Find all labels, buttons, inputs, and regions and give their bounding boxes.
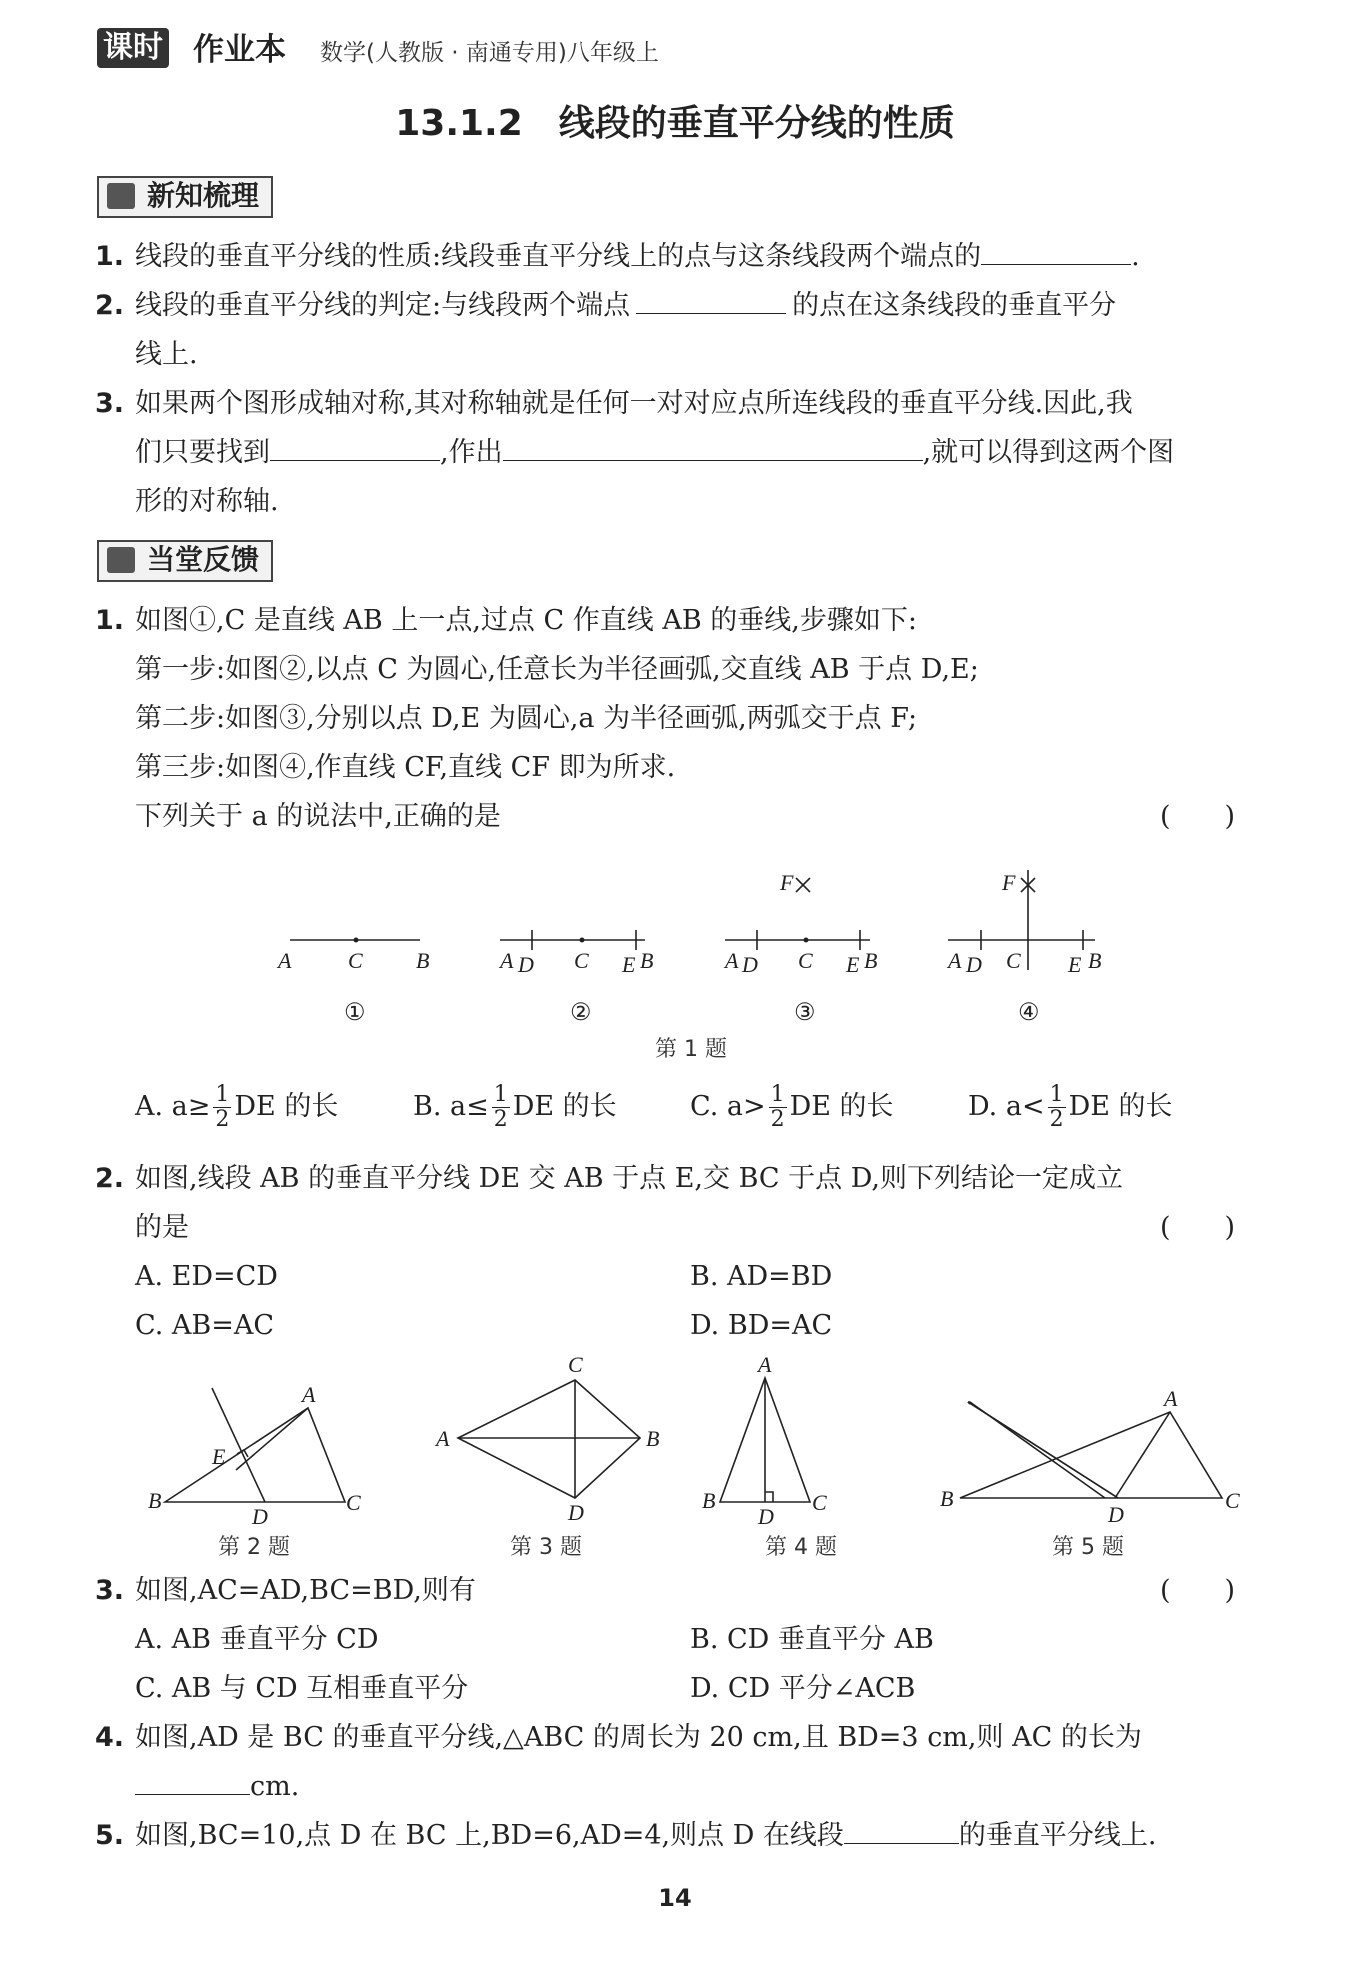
option-d[interactable]: D. CD 平分∠ACB [690, 1673, 916, 1704]
page-number: 14 [658, 1884, 692, 1912]
question-1-figures [270, 850, 1120, 1030]
svg-text:A: A [436, 1426, 450, 1451]
logo: 课时 [97, 28, 169, 68]
svg-text:D: D [568, 1500, 584, 1525]
question-5: 5. 如图,BC=10,点 D 在 BC 上,BD=6,AD=4,则点 D 在线段 的垂直平分线上. [95, 1820, 1157, 1851]
svg-text:D: D [758, 1504, 774, 1529]
svg-text:B: B [864, 948, 878, 973]
svg-text:C: C [798, 948, 813, 973]
page-title: 13.1.2 线段的垂直平分线的性质 [395, 103, 955, 144]
option-d[interactable]: D. a< $\frac{1}{2}$ DE 的长 [968, 1082, 1173, 1132]
knowledge-item-3-cont: 们只要找到 ,作出 ,就可以得到这两个图 [135, 437, 1175, 468]
figure-caption-q5: 第 5 题 [1052, 1535, 1124, 1560]
section-label: 当堂反馈 [147, 543, 260, 576]
question-4: 4. 如图,AD 是 BC 的垂直平分线,△ABC 的周长为 20 cm,且 BD=3 cm,则 AC 的长为 [95, 1722, 1142, 1753]
option-b[interactable]: B. a≤ $\frac{1}{2}$ DE 的长 [413, 1082, 617, 1132]
answer-blank[interactable] [270, 436, 440, 461]
svg-text:A: A [278, 948, 292, 973]
knowledge-item-2: 2. 线段的垂直平分线的判定:与线段两个端点 的点在这条线段的垂直平分 [95, 290, 1117, 321]
svg-text:A: A [302, 1382, 316, 1407]
question-1-step2: 第二步:如图③,分别以点 D,E 为圆心,a 为半径画弧,两弧交于点 F; [135, 703, 918, 734]
answer-blank[interactable] [636, 289, 786, 314]
question-1-ask: 下列关于 a 的说法中,正确的是 [135, 801, 501, 832]
header [97, 28, 717, 72]
section-label: 新知梳理 [147, 179, 260, 212]
svg-text:C: C [346, 1490, 361, 1515]
svg-text:E: E [1068, 952, 1082, 977]
svg-text:B: B [640, 948, 654, 973]
svg-text:B: B [702, 1488, 716, 1513]
svg-text:E: E [846, 952, 860, 977]
svg-text:B: B [646, 1426, 660, 1451]
answer-blank[interactable] [503, 436, 923, 461]
svg-text:E: E [622, 952, 636, 977]
figure-caption-q4: 第 4 题 [765, 1535, 837, 1560]
svg-text:C: C [348, 948, 363, 973]
svg-text:F: F [1002, 870, 1016, 895]
svg-text:D: D [1108, 1502, 1124, 1527]
option-c[interactable]: C. AB=AC [135, 1310, 274, 1341]
svg-text:A: A [500, 948, 514, 973]
svg-text:D: D [966, 952, 982, 977]
option-a[interactable]: A. AB 垂直平分 CD [135, 1624, 379, 1655]
figure-label-3: ③ [794, 998, 816, 1026]
figure-caption-q3: 第 3 题 [510, 1535, 582, 1560]
svg-text:C: C [568, 1352, 583, 1377]
figure-q3 [434, 1352, 659, 1525]
svg-text:C: C [812, 1490, 827, 1515]
figure-label-1: ① [344, 998, 366, 1026]
svg-text:B: B [1088, 948, 1102, 973]
svg-text:C: C [574, 948, 589, 973]
svg-text:B: B [148, 1488, 162, 1513]
figure-q2 [148, 1382, 361, 1529]
knowledge-item-2-cont: 线上. [135, 339, 198, 370]
book-icon [107, 183, 135, 209]
svg-text:A: A [948, 948, 962, 973]
option-c[interactable]: C. AB 与 CD 互相垂直平分 [135, 1673, 469, 1704]
svg-text:A: A [758, 1352, 772, 1377]
figure-q5-triangle [940, 1390, 1240, 1530]
question-3: 3. 如图,AC=AD,BC=BD,则有 [95, 1575, 476, 1606]
svg-text:F: F [780, 870, 794, 895]
book-name: 作业本 [193, 32, 286, 68]
svg-text:D: D [742, 952, 758, 977]
svg-text:B: B [940, 1486, 954, 1511]
svg-text:A: A [1164, 1390, 1178, 1411]
figure-2 [498, 930, 653, 977]
answer-paren[interactable]: ( ) [1160, 1212, 1236, 1243]
question-1-step1: 第一步:如图②,以点 C 为圆心,任意长为半径画弧,交直线 AB 于点 D,E; [135, 654, 979, 685]
option-d[interactable]: D. BD=AC [690, 1310, 833, 1341]
knowledge-item-1: 1. 线段的垂直平分线的性质:线段垂直平分线上的点与这条线段两个端点的 . [95, 241, 1140, 272]
knowledge-item-3: 3. 如果两个图形成轴对称,其对称轴就是任何一对对应点所连线段的垂直平分线.因此,我 [95, 388, 1133, 419]
knowledge-item-3-cont2: 形的对称轴. [135, 486, 279, 517]
answer-blank[interactable] [844, 1819, 959, 1844]
option-c[interactable]: C. a> $\frac{1}{2}$ DE 的长 [690, 1082, 894, 1132]
figure-label-2: ② [570, 998, 592, 1026]
svg-text:C: C [1225, 1488, 1240, 1513]
svg-text:D: D [518, 952, 534, 977]
figure-q4 [702, 1352, 827, 1529]
book-subject: 数学(人教版 · 南通专用)八年级上 [320, 40, 659, 66]
figure-3 [723, 870, 877, 977]
section-header-new-knowledge [97, 176, 273, 218]
question-1: 1. 如图①,C 是直线 AB 上一点,过点 C 作直线 AB 的垂线,步骤如下: [95, 605, 917, 636]
svg-text:A: A [725, 948, 739, 973]
option-b[interactable]: B. CD 垂直平分 AB [690, 1624, 934, 1655]
section-header-feedback [97, 540, 273, 582]
figure-label-4: ④ [1018, 998, 1040, 1026]
option-a[interactable]: A. ED=CD [135, 1261, 278, 1292]
answer-blank[interactable] [135, 1770, 250, 1795]
pencil-icon [107, 547, 135, 573]
svg-text:B: B [416, 948, 430, 973]
question-1-step3: 第三步:如图④,作直线 CF,直线 CF 即为所求. [135, 752, 676, 783]
question-2-cont: 的是 [135, 1212, 189, 1243]
question-2: 2. 如图,线段 AB 的垂直平分线 DE 交 AB 于点 E,交 BC 于点 D,则下列结论一定成立 [95, 1163, 1124, 1194]
svg-text:C: C [1006, 948, 1021, 973]
option-b[interactable]: B. AD=BD [690, 1261, 833, 1292]
answer-blank[interactable] [981, 240, 1131, 265]
svg-text:E: E [212, 1444, 226, 1469]
question-4-cont: cm. [135, 1762, 299, 1811]
answer-paren[interactable]: ( ) [1160, 801, 1236, 832]
figure-caption-q2: 第 2 题 [218, 1535, 290, 1560]
svg-text:D: D [252, 1504, 268, 1529]
option-a[interactable]: A. a≥ $\frac{1}{2}$ DE 的长 [135, 1082, 339, 1132]
figure-caption: 第 1 题 [655, 1037, 727, 1062]
answer-paren[interactable]: ( ) [1160, 1575, 1236, 1606]
figure-4 [946, 870, 1101, 977]
figure-1 [276, 938, 429, 974]
